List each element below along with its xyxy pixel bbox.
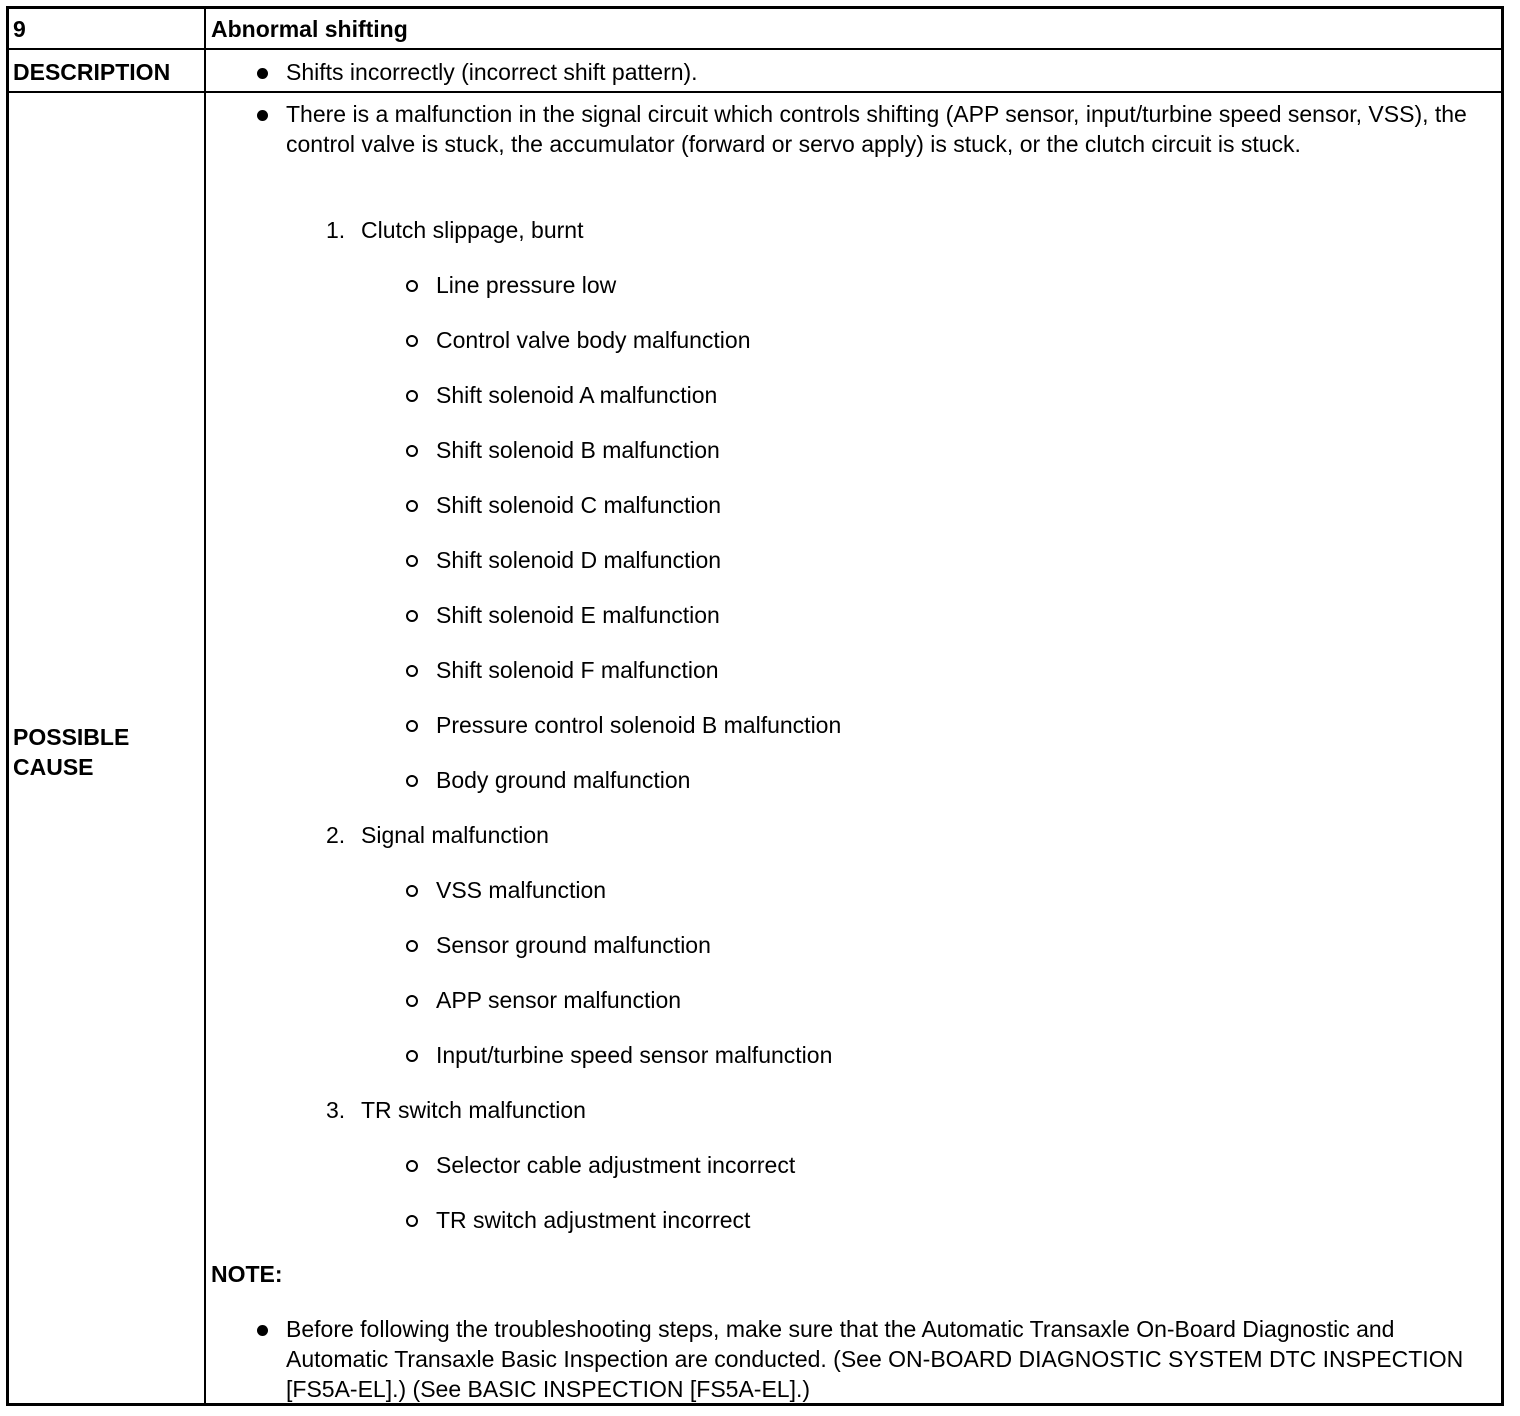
circle-bullet-icon <box>406 1160 418 1172</box>
cause-item: Input/turbine speed sensor malfunction <box>436 1042 833 1068</box>
row-divider <box>9 91 1501 93</box>
cause-intro: There is a malfunction in the signal circuit which controls shifting (APP sensor, input/turbine speed sensor, VSS), the control valve is stuck, the accumulator (forward or servo apply) is stuck, or the clutch circuit is stuck. <box>286 101 1467 157</box>
note-label: NOTE: <box>211 1261 283 1287</box>
cause-item: VSS malfunction <box>436 877 607 903</box>
circle-bullet-icon <box>406 1050 418 1062</box>
circle-bullet-icon <box>406 940 418 952</box>
bullet-icon <box>257 110 268 121</box>
row-divider <box>9 48 1501 50</box>
circle-bullet-icon <box>406 280 418 292</box>
circle-bullet-icon <box>406 720 418 732</box>
group-number: 2. <box>326 822 346 848</box>
cause-item: Selector cable adjustment incorrect <box>436 1152 796 1178</box>
possible-cause-label-line1: POSSIBLE <box>13 724 130 750</box>
cause-item: Sensor ground malfunction <box>436 932 711 958</box>
group-label: Signal malfunction <box>361 822 549 848</box>
circle-bullet-icon <box>406 1215 418 1227</box>
circle-bullet-icon <box>406 610 418 622</box>
column-divider <box>204 9 206 1403</box>
circle-bullet-icon <box>406 885 418 897</box>
description-text: Shifts incorrectly (incorrect shift pattern). <box>286 59 698 85</box>
note-text: Before following the troubleshooting steps, make sure that the Automatic Transaxle On-Board Diagnostic and Automatic Transaxle Basic Inspection are conducted. (See ON-BOARD DIAGNOSTIC SYSTEM DTC INSPECTION [FS5A-EL].) (See BASIC INSPECTION [FS5A-EL].) <box>286 1316 1464 1402</box>
cause-item: Shift solenoid F malfunction <box>436 657 719 683</box>
cause-item: Shift solenoid C malfunction <box>436 492 722 518</box>
cause-item: Control valve body malfunction <box>436 327 751 353</box>
circle-bullet-icon <box>406 555 418 567</box>
circle-bullet-icon <box>406 775 418 787</box>
circle-bullet-icon <box>406 445 418 457</box>
cause-item: TR switch adjustment incorrect <box>436 1207 751 1233</box>
group-number: 1. <box>326 217 346 243</box>
troubleshooting-table <box>6 6 1504 1406</box>
cause-item: APP sensor malfunction <box>436 987 682 1013</box>
circle-bullet-icon <box>406 390 418 402</box>
bullet-icon <box>257 1325 268 1336</box>
group-label: Clutch slippage, burnt <box>361 217 584 243</box>
cause-item: Body ground malfunction <box>436 767 691 793</box>
circle-bullet-icon <box>406 995 418 1007</box>
row-number: 9 <box>13 16 26 42</box>
cause-item: Shift solenoid B malfunction <box>436 437 720 463</box>
description-label: DESCRIPTION <box>13 59 171 85</box>
cause-item: Shift solenoid A malfunction <box>436 382 718 408</box>
cause-item: Pressure control solenoid B malfunction <box>436 712 842 738</box>
cause-item: Shift solenoid E malfunction <box>436 602 720 628</box>
bullet-icon <box>257 68 268 79</box>
possible-cause-label <box>13 722 129 782</box>
circle-bullet-icon <box>406 335 418 347</box>
group-number: 3. <box>326 1097 346 1123</box>
group-label: TR switch malfunction <box>361 1097 586 1123</box>
circle-bullet-icon <box>406 500 418 512</box>
cause-item: Line pressure low <box>436 272 617 298</box>
cause-item: Shift solenoid D malfunction <box>436 547 722 573</box>
circle-bullet-icon <box>406 665 418 677</box>
possible-cause-label-line2: CAUSE <box>13 754 94 780</box>
row-title: Abnormal shifting <box>211 16 408 42</box>
